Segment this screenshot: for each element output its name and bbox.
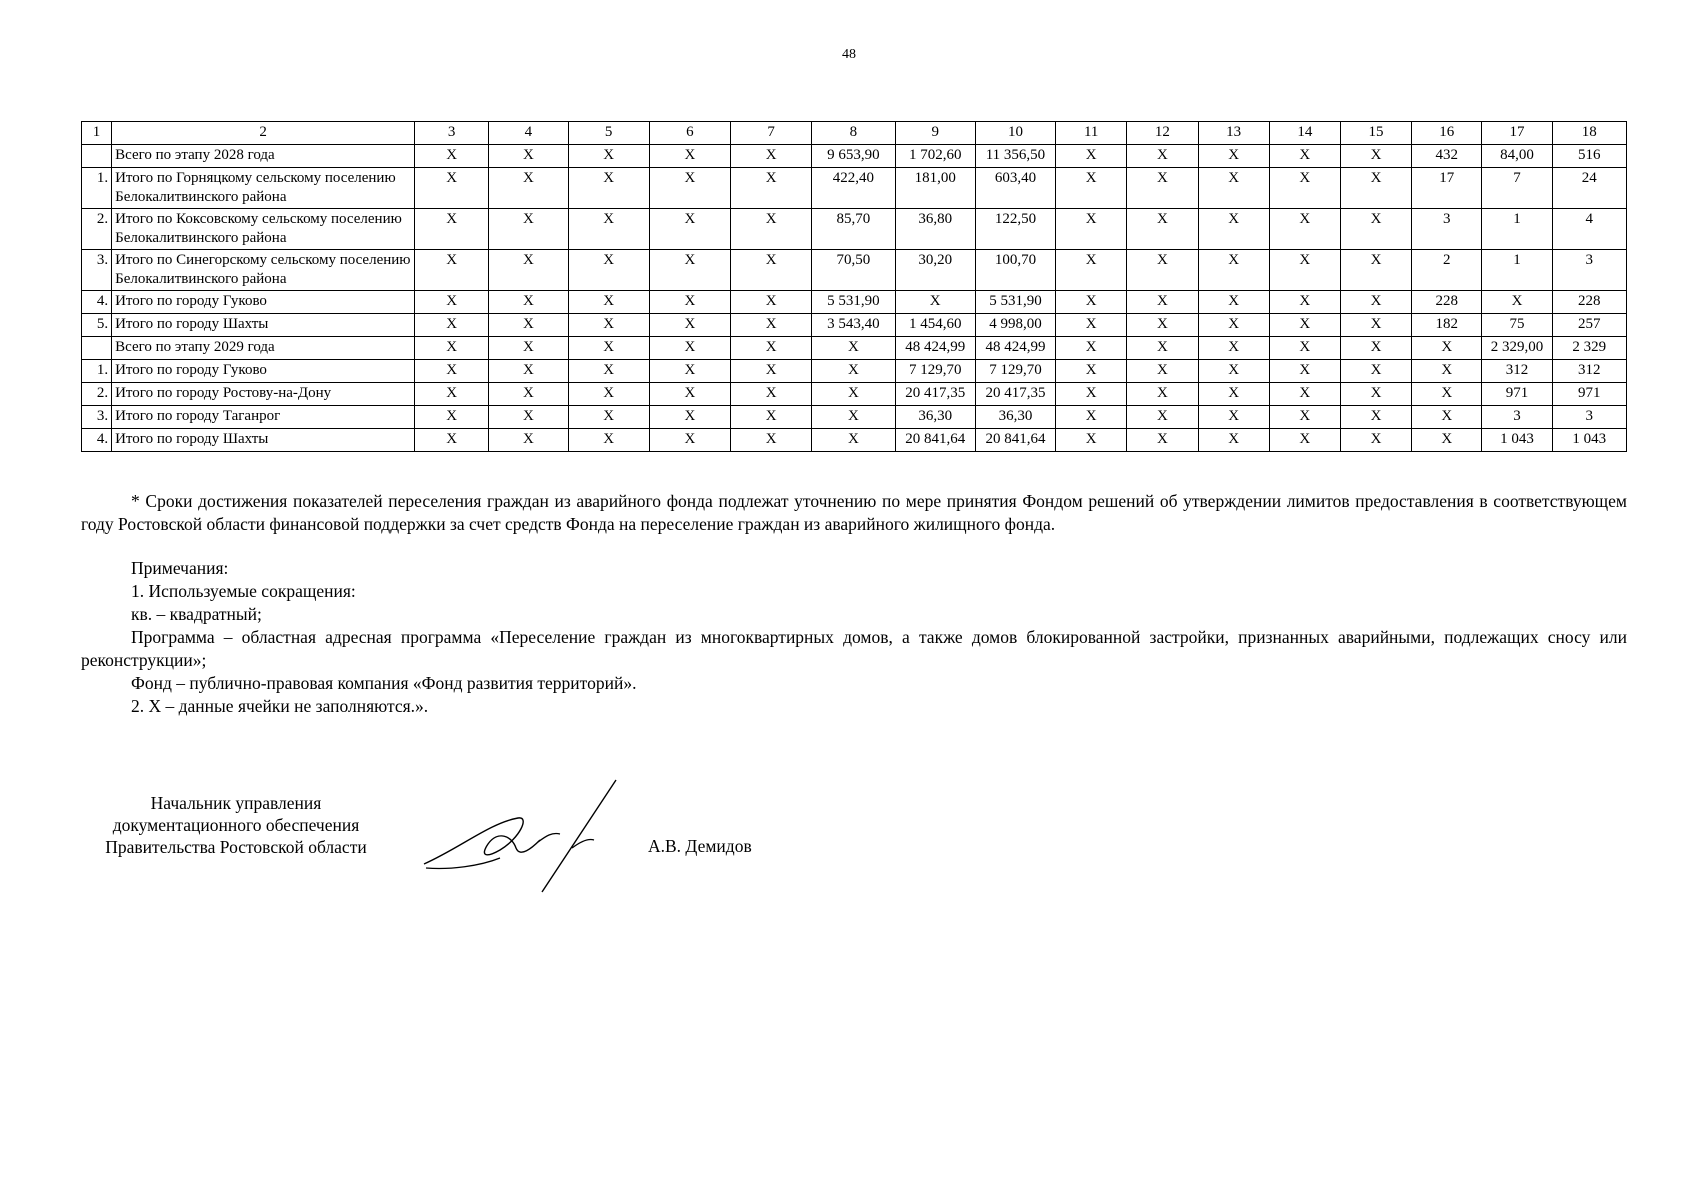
table-cell: 971 — [1482, 383, 1552, 406]
table-cell: X — [731, 250, 812, 291]
table-cell: 85,70 — [812, 209, 895, 250]
table-row — [82, 314, 1627, 337]
table-cell: X — [1412, 337, 1482, 360]
column-number: 9 — [895, 122, 975, 145]
table-cell: 432 — [1412, 145, 1482, 168]
table-cell: X — [568, 168, 649, 209]
table-cell: 122,50 — [975, 209, 1055, 250]
table-cell: 971 — [1552, 383, 1626, 406]
table-cell: X — [731, 383, 812, 406]
table-cell: X — [1412, 383, 1482, 406]
row-name-cell: Итого по городу Шахты — [112, 429, 415, 452]
row-name-cell: Итого по городу Таганрог — [112, 406, 415, 429]
table-cell: X — [812, 406, 895, 429]
table-cell: 36,30 — [975, 406, 1055, 429]
table-cell: 7 129,70 — [975, 360, 1055, 383]
table-cell: X — [1340, 168, 1411, 209]
table-cell: X — [1269, 168, 1340, 209]
table-row — [82, 250, 1627, 291]
table-cell: X — [731, 145, 812, 168]
table-cell: 3 543,40 — [812, 314, 895, 337]
table-cell: X — [489, 250, 568, 291]
table-cell: X — [415, 406, 489, 429]
column-number: 6 — [649, 122, 730, 145]
table-cell: X — [1340, 360, 1411, 383]
table-cell: X — [415, 383, 489, 406]
table-cell: X — [568, 291, 649, 314]
table-cell: X — [895, 291, 975, 314]
table-cell: X — [489, 209, 568, 250]
row-name-cell: Всего по этапу 2028 года — [112, 145, 415, 168]
table-cell: X — [1198, 314, 1269, 337]
table-cell: X — [1127, 383, 1198, 406]
table-cell: X — [731, 314, 812, 337]
table-cell: X — [1340, 250, 1411, 291]
table-cell: X — [1198, 145, 1269, 168]
table-cell: 3 — [1412, 209, 1482, 250]
table-cell: X — [1056, 145, 1127, 168]
table-cell: X — [1127, 145, 1198, 168]
table-cell: 1 043 — [1482, 429, 1552, 452]
table-cell: X — [731, 337, 812, 360]
note-abbr-kv: кв. – квадратный; — [131, 604, 262, 624]
table-row — [82, 383, 1627, 406]
column-number: 2 — [112, 122, 415, 145]
table-cell: X — [649, 145, 730, 168]
table-cell: X — [649, 314, 730, 337]
table-cell: X — [1056, 314, 1127, 337]
table-row — [82, 209, 1627, 250]
table-cell: 17 — [1412, 168, 1482, 209]
table-cell: 1 454,60 — [895, 314, 975, 337]
table-cell: 2 329 — [1552, 337, 1626, 360]
table-cell: 181,00 — [895, 168, 975, 209]
row-index-cell: 2. — [82, 383, 112, 406]
table-cell: X — [1412, 360, 1482, 383]
table-cell: 7 — [1482, 168, 1552, 209]
table-cell: X — [1198, 383, 1269, 406]
table-cell: 4 998,00 — [975, 314, 1055, 337]
table-row — [82, 168, 1627, 209]
note-abbr-program: Программа – областная адресная программа «Переселение граждан из многоквартирных домов, а также домов блокированной застройки, признанных аварийными, подлежащих сносу или реконструкции»; — [81, 627, 1627, 670]
table-cell: X — [1056, 209, 1127, 250]
table-cell: X — [649, 429, 730, 452]
table-cell: X — [731, 291, 812, 314]
table-cell: 5 531,90 — [812, 291, 895, 314]
table-cell: X — [1269, 250, 1340, 291]
signer-title-line: документационного обеспечения — [112, 815, 360, 835]
table-cell: X — [1056, 337, 1127, 360]
signer-title-line: Начальник управления — [150, 793, 322, 813]
table-cell: 20 841,64 — [895, 429, 975, 452]
table-cell: X — [812, 360, 895, 383]
table-cell: X — [1269, 429, 1340, 452]
table-cell: X — [812, 337, 895, 360]
table-cell: 2 329,00 — [1482, 337, 1552, 360]
table-cell: X — [731, 429, 812, 452]
table-cell: X — [415, 337, 489, 360]
row-index-cell: 1. — [82, 360, 112, 383]
table-row — [82, 291, 1627, 314]
table-cell: X — [1127, 406, 1198, 429]
table-cell: 20 417,35 — [895, 383, 975, 406]
signer-title — [80, 792, 392, 858]
table-cell: X — [489, 291, 568, 314]
row-index-cell: 2. — [82, 209, 112, 250]
table-cell: X — [1269, 406, 1340, 429]
table-cell: X — [568, 314, 649, 337]
column-number: 1 — [82, 122, 112, 145]
table-cell: X — [649, 383, 730, 406]
table-cell: X — [415, 145, 489, 168]
table-cell: X — [1269, 360, 1340, 383]
note-abbreviations: 1. Используемые сокращения: — [131, 581, 356, 601]
table-cell: X — [1056, 168, 1127, 209]
table-cell: X — [649, 209, 730, 250]
table-cell: 1 — [1482, 209, 1552, 250]
table-cell: 1 702,60 — [895, 145, 975, 168]
table-cell: X — [1198, 406, 1269, 429]
column-number: 16 — [1412, 122, 1482, 145]
table-cell: 1 043 — [1552, 429, 1626, 452]
table-cell: X — [1198, 168, 1269, 209]
table-cell: X — [1269, 145, 1340, 168]
table-cell: X — [731, 168, 812, 209]
table-cell: X — [1198, 429, 1269, 452]
table-cell: 30,20 — [895, 250, 975, 291]
table-cell: 603,40 — [975, 168, 1055, 209]
row-name-cell: Итого по Коксовскому сельскому поселению Белокалитвинского района — [112, 209, 415, 250]
table-cell: 36,80 — [895, 209, 975, 250]
table-cell: 75 — [1482, 314, 1552, 337]
row-name-cell: Итого по городу Гуково — [112, 360, 415, 383]
table-row — [82, 360, 1627, 383]
table-cell: X — [489, 383, 568, 406]
table-cell: 9 653,90 — [812, 145, 895, 168]
footnote: * Сроки достижения показателей переселения граждан из аварийного фонда подлежат уточнению по мере принятия Фондом решений об утверждении лимитов предоставления в соответствующем году Ростовской области финансовой поддержки за счет средств Фонда на переселение граждан из аварийного жилищного фонда. — [81, 491, 1627, 534]
row-index-cell — [82, 145, 112, 168]
table-row — [82, 406, 1627, 429]
table-cell: X — [649, 360, 730, 383]
column-number: 3 — [415, 122, 489, 145]
table-header-row — [82, 122, 1627, 145]
table-cell: X — [568, 145, 649, 168]
table-cell: X — [1127, 209, 1198, 250]
table-cell: X — [649, 337, 730, 360]
table-cell: 100,70 — [975, 250, 1055, 291]
table-cell: 11 356,50 — [975, 145, 1055, 168]
table-cell: X — [1127, 360, 1198, 383]
table-cell: X — [812, 383, 895, 406]
table-cell: 312 — [1482, 360, 1552, 383]
table-cell: X — [1127, 314, 1198, 337]
column-number: 12 — [1127, 122, 1198, 145]
table-cell: X — [1127, 291, 1198, 314]
table-cell: 70,50 — [812, 250, 895, 291]
note-abbr-fund: Фонд – публично-правовая компания «Фонд развития территорий». — [131, 673, 637, 693]
table-cell: X — [1340, 383, 1411, 406]
table-cell: X — [489, 429, 568, 452]
table-cell: 257 — [1552, 314, 1626, 337]
table-cell: X — [1056, 291, 1127, 314]
table-cell: X — [1340, 145, 1411, 168]
table-cell: X — [415, 360, 489, 383]
table-cell: X — [568, 250, 649, 291]
table-cell: X — [1198, 209, 1269, 250]
column-number: 17 — [1482, 122, 1552, 145]
table-cell: X — [649, 291, 730, 314]
table-cell: X — [1412, 429, 1482, 452]
table-cell: 422,40 — [812, 168, 895, 209]
table-cell: X — [415, 209, 489, 250]
column-number: 10 — [975, 122, 1055, 145]
row-index-cell — [82, 337, 112, 360]
table-cell: X — [649, 250, 730, 291]
signer-title-line: Правительства Ростовской области — [105, 837, 367, 857]
table-cell: X — [1198, 337, 1269, 360]
table-cell: 24 — [1552, 168, 1626, 209]
table-cell: X — [1340, 337, 1411, 360]
table-cell: X — [489, 360, 568, 383]
table-cell: X — [568, 383, 649, 406]
column-number: 8 — [812, 122, 895, 145]
table-cell: X — [1127, 429, 1198, 452]
note-x-cells: 2. X – данные ячейки не заполняются.». — [131, 696, 429, 716]
table-cell: X — [1340, 406, 1411, 429]
table-cell: 312 — [1552, 360, 1626, 383]
table-cell: 4 — [1552, 209, 1626, 250]
table-cell: 516 — [1552, 145, 1626, 168]
table-cell: X — [1127, 250, 1198, 291]
table-cell: X — [1482, 291, 1552, 314]
table-cell: X — [649, 168, 730, 209]
row-name-cell: Итого по Синегорскому сельскому поселению Белокалитвинского района — [112, 250, 415, 291]
table-cell: 3 — [1552, 406, 1626, 429]
table-cell: X — [731, 360, 812, 383]
column-number: 14 — [1269, 122, 1340, 145]
row-name-cell: Итого по городу Ростову-на-Дону — [112, 383, 415, 406]
table-cell: X — [568, 406, 649, 429]
handwritten-signature — [420, 778, 620, 894]
table-cell: 48 424,99 — [975, 337, 1055, 360]
table-cell: 2 — [1412, 250, 1482, 291]
table-cell: 20 841,64 — [975, 429, 1055, 452]
table-cell: 3 — [1552, 250, 1626, 291]
table-cell: X — [1340, 209, 1411, 250]
table-cell: X — [1269, 383, 1340, 406]
row-name-cell: Итого по городу Шахты — [112, 314, 415, 337]
column-number: 15 — [1340, 122, 1411, 145]
table-cell: X — [568, 209, 649, 250]
table-cell: 228 — [1552, 291, 1626, 314]
table-cell: X — [1198, 291, 1269, 314]
signer-name: А.В. Демидов — [648, 836, 752, 856]
table-cell: X — [1198, 360, 1269, 383]
table-cell: X — [415, 168, 489, 209]
table-cell: X — [415, 291, 489, 314]
table-cell: X — [568, 337, 649, 360]
table-cell: X — [1269, 209, 1340, 250]
table-cell: 5 531,90 — [975, 291, 1055, 314]
table-cell: 20 417,35 — [975, 383, 1055, 406]
column-number: 7 — [731, 122, 812, 145]
table-cell: X — [1269, 337, 1340, 360]
table-cell: 228 — [1412, 291, 1482, 314]
table-cell: X — [1056, 250, 1127, 291]
row-name-cell: Всего по этапу 2029 года — [112, 337, 415, 360]
row-index-cell: 4. — [82, 429, 112, 452]
table-cell: 1 — [1482, 250, 1552, 291]
page-number: 48 — [842, 47, 856, 62]
table-cell: X — [1198, 250, 1269, 291]
table-cell: X — [1340, 314, 1411, 337]
notes-section — [81, 557, 1627, 718]
table-cell: X — [1340, 429, 1411, 452]
column-number: 18 — [1552, 122, 1626, 145]
row-name-cell: Итого по Горняцкому сельскому поселению Белокалитвинского района — [112, 168, 415, 209]
data-table — [81, 121, 1627, 452]
table-cell: 84,00 — [1482, 145, 1552, 168]
row-index-cell: 1. — [82, 168, 112, 209]
table-cell: X — [649, 406, 730, 429]
column-number: 4 — [489, 122, 568, 145]
table-cell: X — [415, 429, 489, 452]
table-cell: X — [1056, 429, 1127, 452]
table-cell: X — [1056, 383, 1127, 406]
table-cell: X — [415, 314, 489, 337]
table-cell: X — [489, 145, 568, 168]
column-number: 11 — [1056, 122, 1127, 145]
table-row — [82, 145, 1627, 168]
table-cell: 7 129,70 — [895, 360, 975, 383]
row-index-cell: 3. — [82, 406, 112, 429]
column-number: 13 — [1198, 122, 1269, 145]
row-index-cell: 3. — [82, 250, 112, 291]
table-cell: X — [489, 406, 568, 429]
row-index-cell: 5. — [82, 314, 112, 337]
table-cell: X — [1412, 406, 1482, 429]
table-cell: X — [415, 250, 489, 291]
notes-heading: Примечания: — [131, 558, 229, 578]
table-row — [82, 337, 1627, 360]
table-cell: X — [489, 314, 568, 337]
table-cell: X — [812, 429, 895, 452]
column-number: 5 — [568, 122, 649, 145]
table-cell: X — [1269, 291, 1340, 314]
table-cell: X — [1056, 406, 1127, 429]
table-cell: X — [1340, 291, 1411, 314]
table-cell: X — [489, 168, 568, 209]
table-cell: X — [568, 429, 649, 452]
table-cell: X — [731, 406, 812, 429]
table-row — [82, 429, 1627, 452]
table-cell: 182 — [1412, 314, 1482, 337]
table-cell: X — [1127, 337, 1198, 360]
table-cell: 36,30 — [895, 406, 975, 429]
table-cell: X — [489, 337, 568, 360]
row-index-cell: 4. — [82, 291, 112, 314]
table-cell: X — [1127, 168, 1198, 209]
table-cell: X — [1269, 314, 1340, 337]
table-cell: X — [1056, 360, 1127, 383]
table-cell: 3 — [1482, 406, 1552, 429]
table-cell: X — [568, 360, 649, 383]
table-cell: X — [731, 209, 812, 250]
row-name-cell: Итого по городу Гуково — [112, 291, 415, 314]
table-cell: 48 424,99 — [895, 337, 975, 360]
